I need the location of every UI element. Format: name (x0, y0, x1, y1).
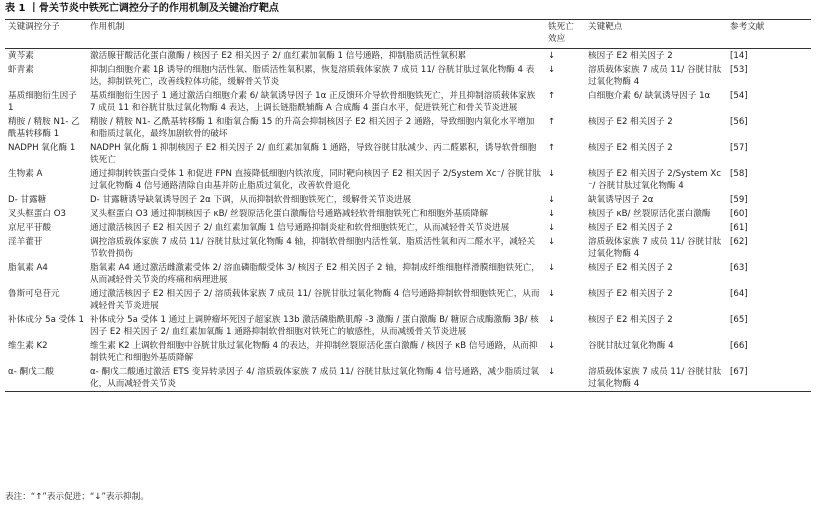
header-ref: 参考文献 (730, 22, 765, 32)
cell-molecule: 脂氧素 A4 (8, 263, 48, 273)
cell-ref: [53] (730, 65, 748, 75)
cell-molecule: D- 甘露糖 (8, 195, 47, 205)
cell-molecule: 京尼平苷酸 (8, 223, 51, 233)
cell-ref: [66] (730, 341, 748, 351)
cell-ref: [63] (730, 263, 748, 273)
cell-target: 核因子 E2 相关因子 2/System Xc⁻/ 谷胱甘肽过氧化物酶 4 (588, 169, 722, 191)
cell-mechanism: α- 酮戊二酸通过激活 ETS 变异转录因子 4/ 溶质载体家族 7 成员 11/ 谷胱甘肽过氧化物酶 4 信号通路，减少脂质过氧化，从而减轻骨关节炎 (90, 367, 540, 389)
cell-effect: ↓ (548, 289, 556, 299)
cell-effect: ↓ (548, 367, 556, 377)
cell-mechanism: 基质细胞衍生因子 1 通过激活白细胞介素 6/ 缺氧诱导因子 1α 正反馈环介导软骨细胞铁死亡，并且抑制溶质载体家族 7 成员 11 和谷胱甘肽过氧化物酶 4 表达，上调长链脂酰辅酶 A 合成酶 4 蛋白水平，促进铁死亡和骨关节炎进展 (90, 91, 536, 113)
cell-molecule: 维生素 K2 (8, 341, 48, 351)
table-row (5, 193, 811, 207)
cell-ref: [14] (730, 51, 748, 61)
cell-effect: ↓ (548, 65, 556, 75)
table-row (5, 89, 811, 115)
table-row (5, 365, 811, 392)
cell-effect: ↑ (548, 91, 556, 101)
cell-effect: ↑ (548, 117, 556, 127)
cell-ref: [64] (730, 289, 748, 299)
cell-ref: [62] (730, 237, 748, 247)
header-mechanism: 作用机制 (90, 22, 125, 32)
cell-molecule: 淫羊藿苷 (8, 237, 43, 247)
cell-molecule: 精胺 / 精胺 N1- 乙酰基转移酶 1 (8, 117, 80, 139)
cell-target: 核因子 E2 相关因子 2 (588, 315, 673, 325)
cell-mechanism: 通过激活核因子 E2 相关因子 2/ 溶质载体家族 7 成员 11/ 谷胱甘肽过氧化物酶 4 信号通路抑制软骨细胞铁死亡，从而减轻骨关节炎进展 (90, 289, 540, 311)
cell-effect: ↓ (548, 169, 556, 179)
table-row (5, 221, 811, 235)
mechanism-table (5, 19, 811, 392)
header-target: 关键靶点 (588, 22, 623, 32)
cell-mechanism: 补体成分 5a 受体 1 通过上调肿瘤坏死因子超家族 13b 激活磷脂酰肌醇 -3 激酶 / 蛋白激酶 B/ 糖原合成酶激酶 3β/ 核因子 E2 相关因子 2/ 血红素加氧酶 1 通路抑制软骨细胞对铁死亡的敏感性，从而减缓骨关节炎进展 (90, 315, 539, 337)
cell-molecule: 叉头框蛋白 O3 (8, 209, 66, 219)
cell-target: 核因子 E2 相关因子 2 (588, 263, 673, 273)
cell-mechanism: 精胺 / 精胺 N1- 乙酰基转移酶 1 和脂氧合酶 15 的升高会抑制核因子 E2 相关因子 2 通路，导致细胞内氧化水平增加和脂质过氧化，最终加剧软骨的破坏 (90, 117, 535, 139)
cell-ref: [57] (730, 143, 748, 153)
cell-mechanism: 叉头框蛋白 O3 通过抑制核因子 κB/ 丝裂原活化蛋白激酶信号通路减轻软骨细胞铁死亡和细胞外基质降解 (90, 209, 488, 219)
cell-target: 核因子 E2 相关因子 2 (588, 143, 673, 153)
cell-target: 核因子 E2 相关因子 2 (588, 51, 673, 61)
cell-molecule: 基质细胞衍生因子 1 (8, 91, 77, 113)
header-molecule: 关键调控分子 (8, 22, 60, 32)
cell-ref: [67] (730, 367, 748, 377)
cell-effect: ↓ (548, 341, 556, 351)
cell-target: 谷胱甘肽过氧化物酶 4 (588, 341, 674, 351)
cell-target: 核因子 E2 相关因子 2 (588, 289, 673, 299)
cell-molecule: 鲁斯可皂苷元 (8, 289, 60, 299)
cell-target: 溶质载体家族 7 成员 11/ 谷胱甘肽过氧化物酶 4 (588, 367, 722, 389)
cell-ref: [58] (730, 169, 748, 179)
cell-ref: [54] (730, 91, 748, 101)
cell-target: 核因子 E2 相关因子 2 (588, 117, 673, 127)
table-row (5, 63, 811, 89)
cell-mechanism: 通过抑制转铁蛋白受体 1 和促进 FPN 直接降低细胞内铁浓度，同时靶向核因子 E2 相关因子 2/System Xc⁻/ 谷胱甘肽过氧化物酶 4 信号通路清除自由基并防止脂质过氧化，改善软骨退化 (90, 169, 542, 191)
cell-target: 核因子 E2 相关因子 2 (588, 223, 673, 233)
cell-target: 溶质载体家族 7 成员 11/ 谷胱甘肽过氧化物酶 4 (588, 237, 722, 259)
cell-target: 溶质载体家族 7 成员 11/ 谷胱甘肽过氧化物酶 4 (588, 65, 722, 87)
table-row (5, 235, 811, 261)
table-row (5, 167, 811, 193)
cell-mechanism: 脂氧素 A4 通过激活雌激素受体 2/ 溶血磷脂酸受体 3/ 核因子 E2 相关因子 2 轴，抑制成纤维细胞样滑膜细胞铁死亡，从而减轻骨关节炎的疼痛和病理进展 (90, 263, 540, 285)
table-row (5, 313, 811, 339)
cell-molecule: 补体成分 5a 受体 1 (8, 315, 84, 325)
cell-molecule: 生物素 A (8, 169, 43, 179)
cell-effect: ↓ (548, 223, 556, 233)
table-row (5, 49, 811, 64)
cell-ref: [59] (730, 195, 748, 205)
cell-mechanism: 激活腺苷酸活化蛋白激酶 / 核因子 E2 相关因子 2/ 血红素加氧酶 1 信号通路，抑制脂质活性氧积累 (90, 51, 467, 61)
table-row (5, 141, 811, 167)
table-row (5, 207, 811, 221)
cell-effect: ↓ (548, 315, 556, 325)
table-row (5, 339, 811, 365)
table-caption: 表 1 丨骨关节炎中铁死亡调控分子的作用机制及关键治疗靶点 (5, 3, 279, 14)
header-effect: 铁死亡效应 (548, 22, 574, 44)
cell-effect: ↓ (548, 237, 556, 247)
cell-ref: [61] (730, 223, 748, 233)
table-note: 表注：“↑”表示促进；“↓”表示抑制。 (5, 492, 149, 502)
cell-mechanism: 抑制白细胞介素 1β 诱导的细胞内活性氧、脂质活性氧积累，恢复溶质载体家族 7 成员 11/ 谷胱甘肽过氧化物酶 4 表达，抑制铁死亡，改善线粒体功能，缓解骨关节炎 (90, 65, 535, 87)
cell-mechanism: 通过激活核因子 E2 相关因子 2/ 血红素加氧酶 1 信号通路抑制炎症和软骨细胞铁死亡，从而减轻骨关节炎进展 (90, 223, 510, 233)
cell-molecule: 虾青素 (8, 65, 34, 75)
cell-effect: ↓ (548, 195, 556, 205)
table-header-row (5, 20, 811, 49)
cell-molecule: α- 酮戊二酸 (8, 367, 54, 377)
cell-target: 核因子 κB/ 丝裂原活化蛋白激酶 (588, 209, 711, 219)
cell-effect: ↓ (548, 51, 556, 61)
cell-mechanism: 维生素 K2 上调软骨细胞中谷胱甘肽过氧化物酶 4 的表达，并抑制丝裂原活化蛋白激酶 / 核因子 κB 信号通路，从而抑制铁死亡和细胞外基质降解 (90, 341, 538, 363)
cell-molecule: NADPH 氧化酶 1 (8, 143, 76, 153)
cell-effect: ↑ (548, 143, 556, 153)
cell-molecule: 黄芩素 (8, 51, 34, 61)
cell-effect: ↓ (548, 209, 556, 219)
table-row (5, 115, 811, 141)
cell-ref: [60] (730, 209, 748, 219)
table-row (5, 287, 811, 313)
cell-ref: [56] (730, 117, 748, 127)
cell-mechanism: NADPH 氧化酶 1 抑制核因子 E2 相关因子 2/ 血红素加氧酶 1 通路，导致谷胱甘肽减少、丙二醛累积，诱导软骨细胞铁死亡 (90, 143, 537, 165)
cell-mechanism: 调控溶质载体家族 7 成员 11/ 谷胱甘肽过氧化物酶 4 轴，抑制软骨细胞内活性氧、脂质活性氧和丙二醛水平，减轻关节软骨损伤 (90, 237, 536, 259)
cell-ref: [65] (730, 315, 748, 325)
cell-target: 白细胞介素 6/ 缺氧诱导因子 1α (588, 91, 711, 101)
cell-effect: ↓ (548, 263, 556, 273)
cell-mechanism: D- 甘露糖诱导缺氧诱导因子 2α 下调，从而抑制软骨细胞铁死亡，缓解骨关节炎进展 (90, 195, 412, 205)
cell-target: 缺氧诱导因子 2α (588, 195, 654, 205)
table-row (5, 261, 811, 287)
